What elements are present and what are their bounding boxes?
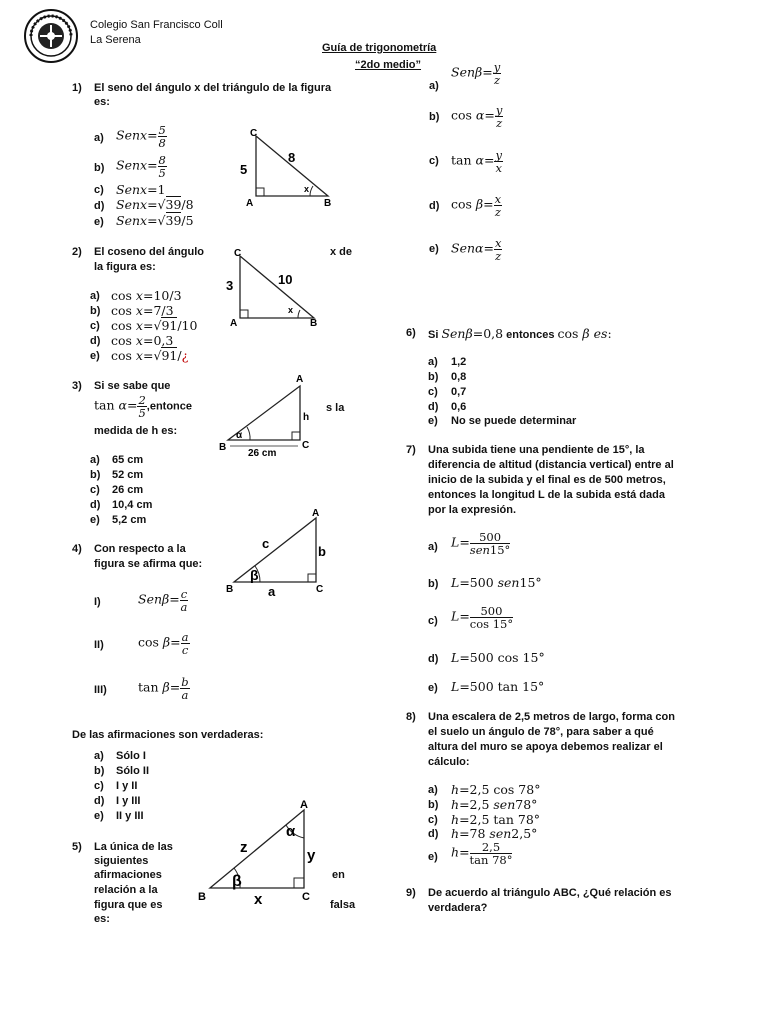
q3-option-c-label: c) xyxy=(90,484,100,496)
q5-option-a: Senβ= $\frac{y}{z}$ xyxy=(451,60,501,87)
q9-line-1: De acuerdo al triángulo ABC, ¿Qué relación es xyxy=(428,887,672,899)
q5-vertex-a: A xyxy=(300,799,308,811)
q4-vertex-c: C xyxy=(316,584,324,595)
q3-option-d-label: d) xyxy=(90,499,101,511)
q7-line-2: diferencia de altitud (distancia vertical) entre al xyxy=(428,459,674,471)
q1-option-c-label: c) xyxy=(94,184,104,196)
q5-line-5: figura que es xyxy=(94,899,163,911)
q1-angle-x: x xyxy=(304,184,310,194)
q4-stem: Con respecto a la xyxy=(94,543,186,555)
q1-option-d: Senx=√39/8 xyxy=(116,197,194,212)
q7-line-1: Una subida tiene una pendiente de 15°, la xyxy=(428,444,645,456)
q8-line-3: altura del muro se apoya debemos realizar el xyxy=(428,741,663,753)
q3-vertex-b: B xyxy=(219,442,227,453)
q5-line-4: relación a la xyxy=(94,884,158,896)
q5-side-y: y xyxy=(307,847,316,864)
q1-side-ca: 5 xyxy=(240,162,248,177)
q5-side-x: x xyxy=(254,891,263,908)
q3-number: 3) xyxy=(72,380,82,392)
q4-angle-beta: β xyxy=(250,567,259,583)
q5-line-1: La única de las xyxy=(94,841,173,853)
q1-stem: El seno del ángulo x del triángulo de la figura xyxy=(94,82,332,94)
q5-right-1: en xyxy=(332,869,345,881)
q4-option-a-label: a) xyxy=(94,750,104,762)
q3-figure xyxy=(216,372,326,458)
q7-line-4: entonces la longitud L de la subida está dada xyxy=(428,489,665,501)
q4-option-b: Sólo II xyxy=(116,765,149,777)
q3-stem-mid: ,entonce xyxy=(146,400,192,413)
q3-side-h: h xyxy=(303,412,310,423)
q8-option-a-label: a) xyxy=(428,784,438,796)
q1-side-cb: 8 xyxy=(288,150,296,165)
q5-line-2: siguientes xyxy=(94,855,149,867)
q6-stem: Si Senβ=0,8 entonces cos β es: xyxy=(428,326,612,341)
q1-option-c: Senx=1 xyxy=(116,182,166,197)
q5-option-e-label: e) xyxy=(429,243,439,255)
q3-option-e-label: e) xyxy=(90,514,100,526)
q8-option-a: h=2,5 cos 78° xyxy=(451,782,541,797)
q6-number: 6) xyxy=(406,327,416,339)
q8-line-4: cálculo: xyxy=(428,756,470,768)
seal-icon xyxy=(24,9,78,63)
q3-option-a: 65 cm xyxy=(112,454,144,466)
q2-option-e-label: e) xyxy=(90,350,100,362)
q6-option-c-label: c) xyxy=(428,386,438,398)
q2-stem-end: x de xyxy=(330,246,353,258)
q5-figure xyxy=(196,796,326,910)
q2-angle-x: x xyxy=(288,305,294,315)
q7-number: 7) xyxy=(406,444,416,456)
q4-option-b-label: b) xyxy=(94,765,105,777)
q7-line-5: por la expresión. xyxy=(428,504,517,516)
q7-line-3: inicio de la subida y el final es de 500 metros, xyxy=(428,474,666,486)
q5-angle-alpha: α xyxy=(286,823,296,840)
q7-option-e: L=500 tan 15° xyxy=(451,679,545,694)
q7-option-c: L= $\frac{500}{\cos 15^\circ}$ xyxy=(451,604,514,631)
q4-side-b: b xyxy=(318,544,326,559)
q4-statement-3-label: III) xyxy=(94,684,107,696)
q1-option-a-label: a) xyxy=(94,132,104,144)
q5-option-b: cos α= $\frac{y}{z}$ xyxy=(451,103,503,130)
q5-option-c: tan α= $\frac{y}{x}$ xyxy=(451,148,502,175)
q4-side-c: c xyxy=(262,536,270,551)
q4-option-d-label: d) xyxy=(94,795,105,807)
q3-angle-alpha: α xyxy=(236,430,243,441)
q3-vertex-c: C xyxy=(302,440,310,451)
q3-stem: Si se sabe que xyxy=(94,380,171,392)
q7-option-c-label: c) xyxy=(428,615,438,627)
q8-line-2: el suelo un ángulo de 78°, para saber a qué xyxy=(428,726,654,738)
q4-statement-1-label: I) xyxy=(94,596,101,608)
q9-number: 9) xyxy=(406,887,416,899)
q1-option-d-label: d) xyxy=(94,200,105,212)
q1-vertex-c: C xyxy=(250,128,258,139)
q3-option-d: 10,4 cm xyxy=(112,499,153,511)
q1-number: 1) xyxy=(72,82,82,94)
page-title: Guía de trigonometría xyxy=(322,42,437,54)
q1-option-b-label: b) xyxy=(94,162,105,174)
q5-option-e: Senα= $\frac{x}{z}$ xyxy=(451,236,502,263)
q4-statement-3: tan β= $\frac{b}{a}$ xyxy=(138,675,189,702)
q5-line-3: afirmaciones xyxy=(94,869,162,881)
q6-stem-pre: Si xyxy=(428,329,439,341)
school-city: La Serena xyxy=(90,34,141,46)
q3-vertex-a: A xyxy=(296,374,304,385)
q5-option-b-label: b) xyxy=(429,111,440,123)
q6-option-e-label: e) xyxy=(428,415,438,427)
q9-line-2: verdadera? xyxy=(428,902,488,914)
q4-question: De las afirmaciones son verdaderas: xyxy=(72,729,264,741)
q8-option-d-label: d) xyxy=(428,828,439,840)
page-subtitle: “2do medio” xyxy=(355,59,422,71)
q4-number: 4) xyxy=(72,543,82,555)
q5-vertex-b: B xyxy=(198,891,206,903)
school-logo xyxy=(24,9,78,63)
q4-stem-2: figura se afirma que: xyxy=(94,558,203,570)
q2-option-c-label: c) xyxy=(90,320,100,332)
q7-option-e-label: e) xyxy=(428,682,438,694)
q1-figure xyxy=(236,124,346,210)
q8-option-d: h=78 sen2,5° xyxy=(451,826,538,841)
q7-option-a: L= $\frac{500}{\text{sen15°}}$ xyxy=(451,530,511,557)
q6-option-a: 1,2 xyxy=(451,356,467,368)
q8-option-e-label: e) xyxy=(428,851,438,863)
q2-side-ca: 3 xyxy=(226,278,234,293)
q2-option-a: cos x=10/3 xyxy=(111,288,182,303)
q4-option-e: II y III xyxy=(116,810,144,822)
school-name: Colegio San Francisco Coll xyxy=(90,19,223,31)
q3-stem-tail: s la xyxy=(326,402,345,414)
q5-angle-beta: β xyxy=(232,873,242,890)
q7-option-b: L=500 sen15° xyxy=(451,575,542,590)
q7-option-d: L=500 cos 15° xyxy=(451,650,545,665)
q2-figure xyxy=(222,244,332,328)
q4-statement-1: Senβ= $\frac{c}{a}$ xyxy=(138,587,188,614)
q2-option-d-label: d) xyxy=(90,335,101,347)
q5-number: 5) xyxy=(72,841,82,853)
q1-option-b: Senx= $\frac{8}{5}$ xyxy=(116,153,166,180)
q4-option-c: I y II xyxy=(116,780,138,792)
q2-option-c: cos x=√91/10 xyxy=(111,318,198,333)
q3-base: 26 cm xyxy=(248,448,277,458)
q3-formula: tan α= $\frac{2}{5}$ ,entonce xyxy=(94,393,192,420)
q2-option-b: cos x=7/3 xyxy=(111,303,174,318)
q6-stem-mid: entonces xyxy=(506,329,555,341)
q6-option-a-label: a) xyxy=(428,356,438,368)
q6-option-b-label: b) xyxy=(428,371,439,383)
q4-vertex-a: A xyxy=(312,508,320,519)
q6-option-c: 0,7 xyxy=(451,386,467,398)
q8-number: 8) xyxy=(406,711,416,723)
q3-stem-3: medida de h es: xyxy=(94,425,178,437)
q5-vertex-c: C xyxy=(302,891,310,903)
q7-option-a-label: a) xyxy=(428,541,438,553)
q1-option-a: Senx= $\frac{5}{8}$ xyxy=(116,123,166,150)
q4-statement-2-label: II) xyxy=(94,639,104,651)
q2-vertex-b: B xyxy=(310,318,318,328)
q2-option-a-label: a) xyxy=(90,290,100,302)
q2-stem: El coseno del ángulo xyxy=(94,246,205,258)
q1-stem-2: es: xyxy=(94,96,110,108)
q5-option-d-label: d) xyxy=(429,200,440,212)
q5-option-c-label: c) xyxy=(429,155,439,167)
q3-option-c: 26 cm xyxy=(112,484,144,496)
q6-option-d-label: d) xyxy=(428,401,439,413)
q5-option-a-label: a) xyxy=(429,80,439,92)
q8-option-e: h= $\frac{2,5}{\tan 78^\circ}$ xyxy=(451,840,513,867)
q2-vertex-a: A xyxy=(230,318,238,328)
q4-option-e-label: e) xyxy=(94,810,104,822)
q4-figure xyxy=(222,506,338,598)
q3-option-e: 5,2 cm xyxy=(112,514,147,526)
q6-option-e: No se puede determinar xyxy=(451,415,577,427)
q4-option-a: Sólo I xyxy=(116,750,146,762)
q6-option-b: 0,8 xyxy=(451,371,467,383)
q4-statement-2: cos β= $\frac{a}{c}$ xyxy=(138,630,189,657)
q5-side-z: z xyxy=(240,839,248,856)
q2-option-e: cos x=√91/¿ xyxy=(111,348,189,363)
q6-option-d: 0,6 xyxy=(451,401,467,413)
q2-option-d: cos x=0,3 xyxy=(111,333,174,348)
q4-option-d: I y III xyxy=(116,795,141,807)
q2-vertex-c: C xyxy=(234,248,242,259)
q2-side-cb: 10 xyxy=(278,272,293,287)
q7-option-b-label: b) xyxy=(428,578,439,590)
q2-option-b-label: b) xyxy=(90,305,101,317)
q5-option-d: cos β= $\frac{x}{z}$ xyxy=(451,192,502,219)
q8-option-c-label: c) xyxy=(428,814,438,826)
q5-right-2: falsa xyxy=(330,899,356,911)
q1-vertex-b: B xyxy=(324,198,332,209)
q3-option-a-label: a) xyxy=(90,454,100,466)
q8-option-c: h=2,5 tan 78° xyxy=(451,812,541,827)
q1-option-e: Senx=√39/5 xyxy=(116,213,194,228)
q3-option-b-label: b) xyxy=(90,469,101,481)
q3-option-b: 52 cm xyxy=(112,469,144,481)
q7-option-d-label: d) xyxy=(428,653,439,665)
q5-line-6: es: xyxy=(94,913,110,925)
q8-option-b: h=2,5 sen78° xyxy=(451,797,538,812)
q2-number: 2) xyxy=(72,246,82,258)
q4-side-a: a xyxy=(268,584,276,598)
q4-vertex-b: B xyxy=(226,584,234,595)
q1-option-e-label: e) xyxy=(94,216,104,228)
q8-line-1: Una escalera de 2,5 metros de largo, forma con xyxy=(428,711,675,723)
q2-stem-2: la figura es: xyxy=(94,261,156,273)
q8-option-b-label: b) xyxy=(428,799,439,811)
q4-option-c-label: c) xyxy=(94,780,104,792)
q1-vertex-a: A xyxy=(246,198,254,209)
